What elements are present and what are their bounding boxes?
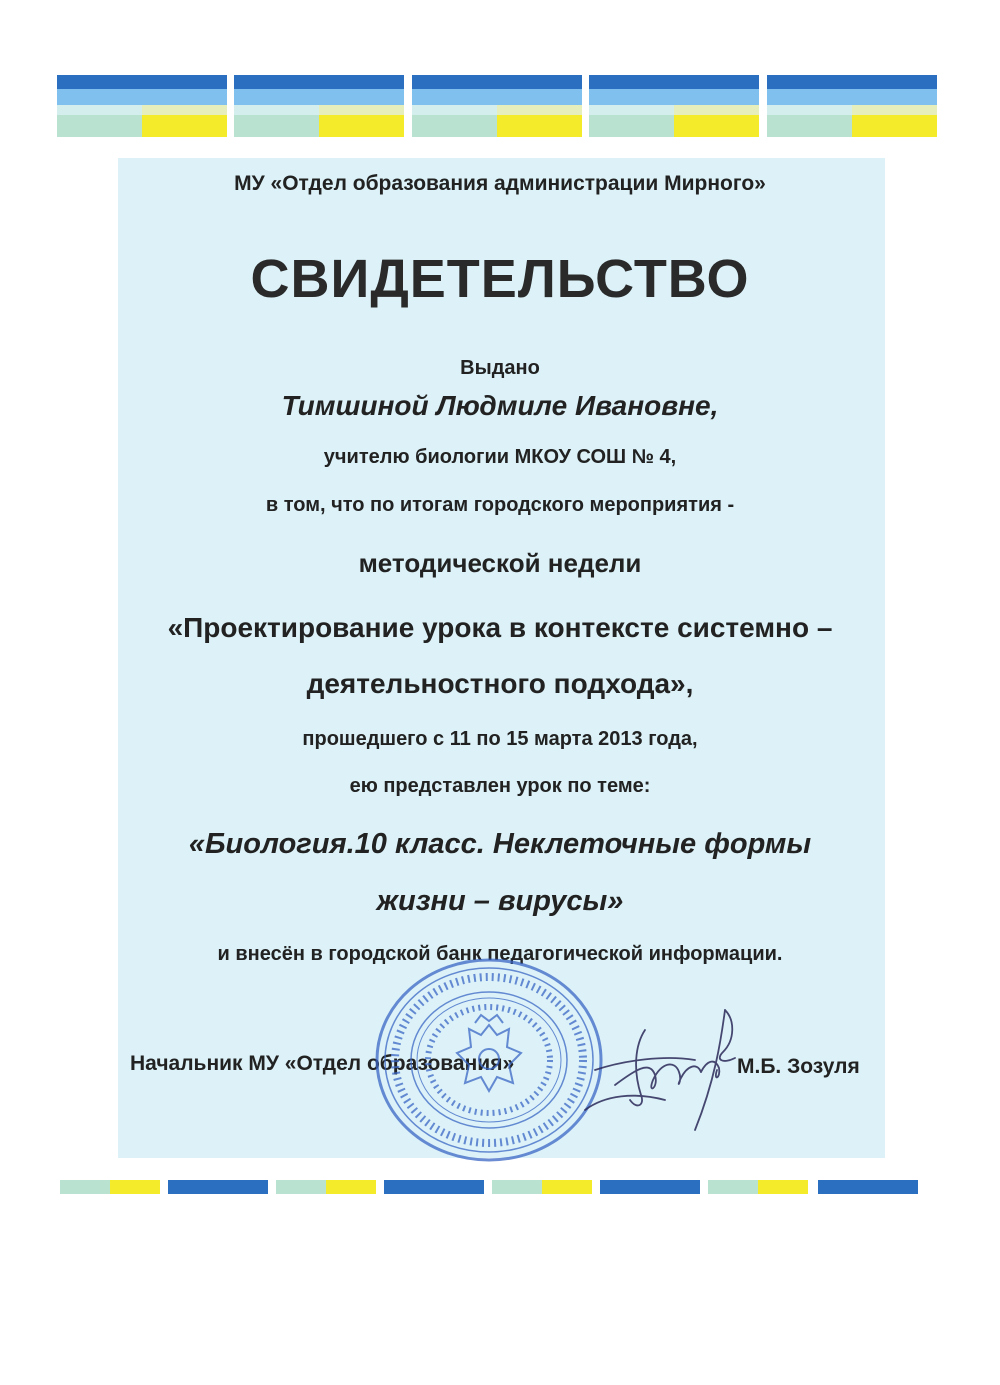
recipient-name: Тимшиной Людмиле Ивановне, xyxy=(281,390,719,421)
lesson-topic-line-1: «Биология.10 класс. Неклеточные формы xyxy=(188,828,812,860)
context-text: в том, что по итогам городского мероприятия - xyxy=(265,494,735,516)
event-name: методической недели xyxy=(358,548,642,578)
issuing-organization: МУ «Отдел образования администрации Мирного» xyxy=(234,172,766,195)
official-seal-icon xyxy=(373,955,605,1165)
decor-top-tile-3 xyxy=(412,75,582,137)
issued-label: Выдано xyxy=(460,357,540,379)
event-dates: прошедшего с 11 по 15 марта 2013 года, xyxy=(302,728,698,750)
decor-top-tile-2 xyxy=(234,75,404,137)
recipient-position: учителю биологии МКОУ СОШ № 4, xyxy=(323,446,677,468)
decor-top-tile-1 xyxy=(57,75,227,137)
decor-top-tile-5 xyxy=(767,75,937,137)
bank-text: и внесён в городской банк педагогической информации. xyxy=(217,943,783,965)
lesson-topic-line-2: жизни – вирусы» xyxy=(376,885,624,917)
signer-position: Начальник МУ «Отдел образования» xyxy=(130,1052,515,1075)
document-title: СВИДЕТЕЛЬСТВО xyxy=(250,249,750,309)
signer-name: М.Б. Зозуля xyxy=(737,1055,860,1078)
decor-top-tile-4 xyxy=(589,75,759,137)
handwritten-signature-icon xyxy=(575,1000,765,1140)
lesson-intro: ею представлен урок по теме: xyxy=(349,775,651,797)
event-title-line-1: «Проектирование урока в контексте системно – xyxy=(167,612,833,643)
event-title-line-2: деятельностного подхода», xyxy=(306,668,694,699)
